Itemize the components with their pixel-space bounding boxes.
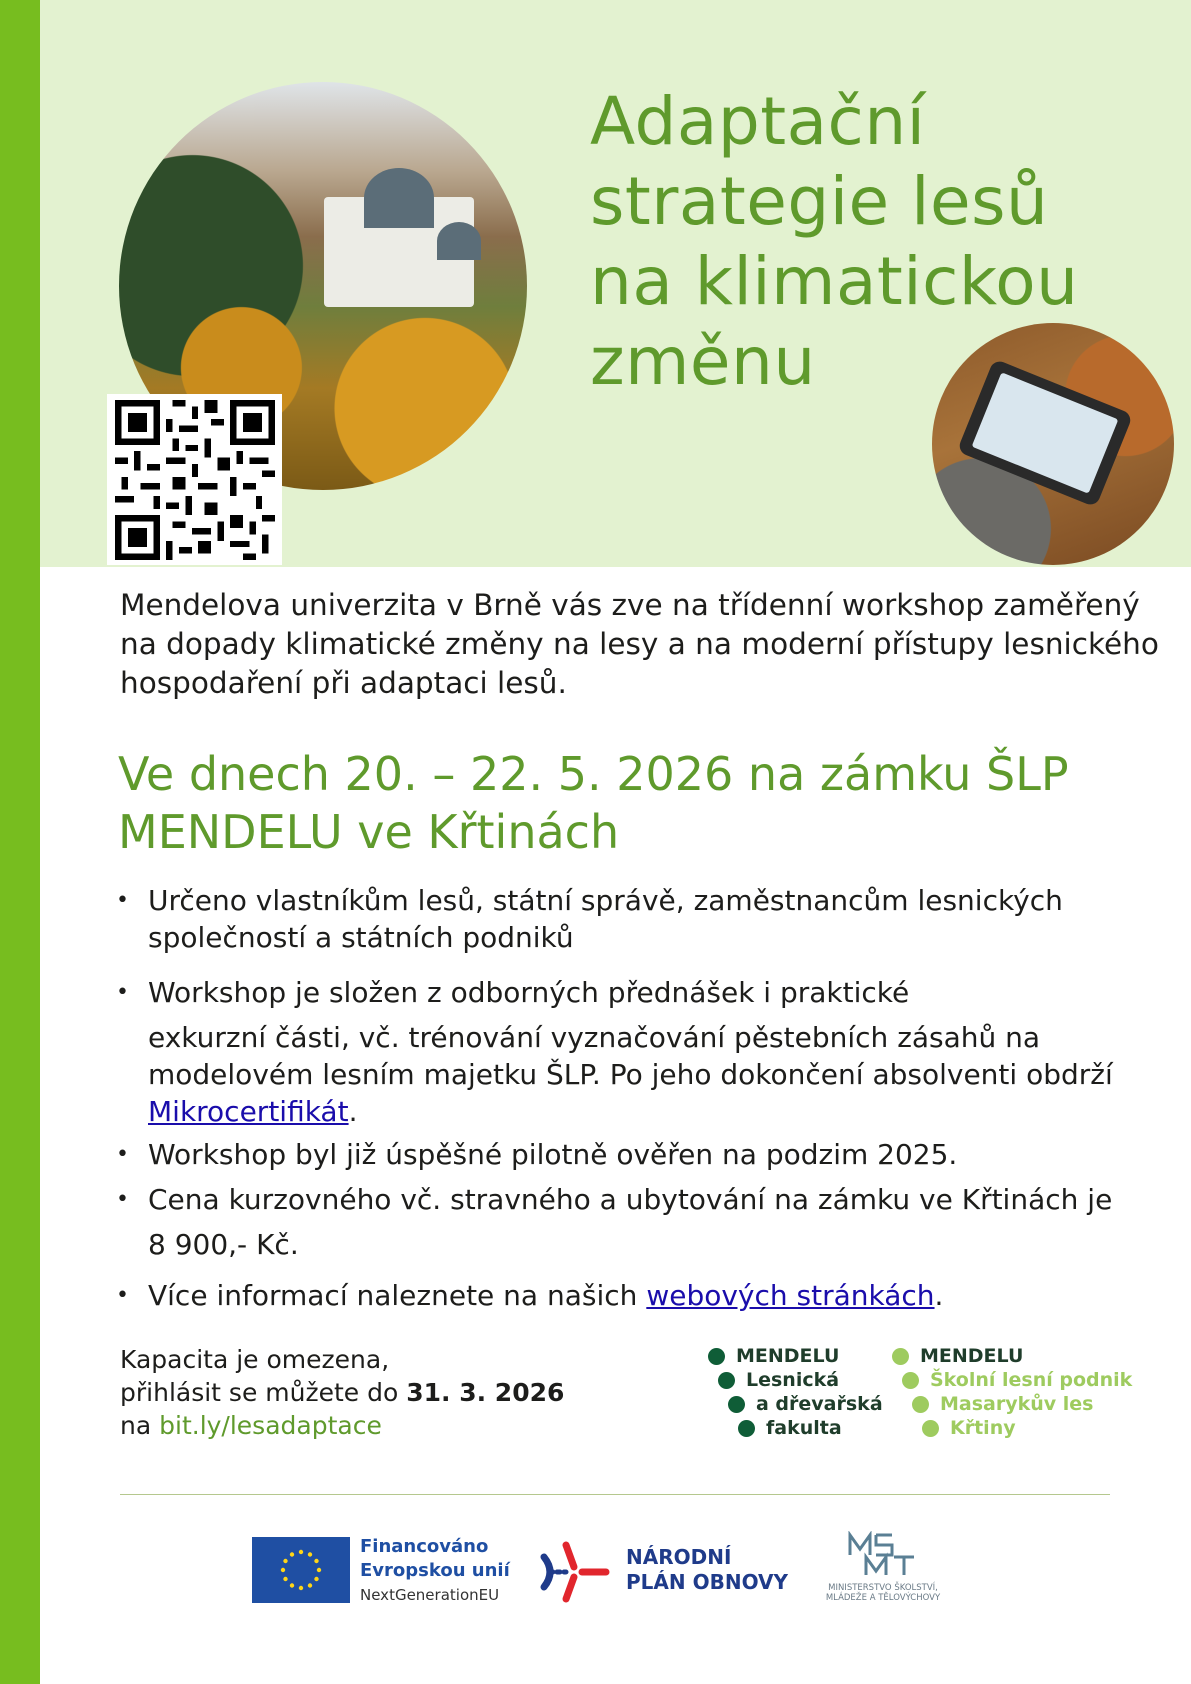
registration-info: Kapacita je omezena, přihlásit se můžete do 31. 3. 2026 na bit.ly/lesadaptace (120, 1343, 680, 1442)
intro-paragraph: Mendelova univerzita v Brně vás zve na třídenní workshop zaměřený na dopady klimatické změny na lesy a na moderní přístupy lesnického hospodaření při adaptaci lesů. (120, 588, 1159, 700)
footer-divider (120, 1494, 1110, 1495)
registration-deadline: 31. 3. 2026 (406, 1378, 565, 1407)
bullet-text-pilot: Workshop byl již úspěšné pilotně ověřen na podzim 2025. (148, 1138, 958, 1171)
registration-link[interactable]: bit.ly/lesadaptace (159, 1411, 382, 1440)
list-item: • Workshop je složen z odborných přednášek i praktické exkurzní části, vč. trénování vyznačování pěstebních zásahů na modelovém lesním majetku ŠLP. Po jeho dokončení absolventi obdrží Mikrocertifikát. (116, 974, 1176, 1130)
event-dates-heading: Ve dnech 20. – 22. 5. 2026 na zámku ŠLP MENDELU ve Křtinách (118, 747, 1069, 859)
church-dome (364, 168, 434, 228)
eu-flag-icon (252, 1537, 350, 1603)
msmt-text: MINISTERSTVO ŠKOLSTVÍ, MLÁDEŽE A TĚLOVÝCHOVY (825, 1583, 941, 1603)
faculty-logo: MENDELU Lesnická a dřevařská fakulta (708, 1344, 883, 1440)
msmt-logo-icon (846, 1531, 920, 1577)
capacity-note: Kapacita je omezena, (120, 1345, 390, 1374)
church-dome-small (437, 222, 481, 260)
bullet-text-audience: Určeno vlastníkům lesů, státní správě, zaměstnancům lesnických společností a státních podniků (148, 884, 1063, 954)
bullet-text-more-info: Více informací naleznete na našich (148, 1279, 647, 1312)
list-item (116, 1136, 1176, 1173)
bullet-text-structure: Workshop je složen z odborných přednášek i praktické (148, 976, 910, 1009)
npo-text: NÁRODNÍ PLÁN OBNOVY (626, 1545, 788, 1594)
slp-logo: MENDELU Školní lesní podnik Masarykův les Křtiny (892, 1344, 1132, 1440)
left-accent-bar (0, 0, 40, 1684)
bullet-text-price: Cena kurzovného vč. stravného a ubytování na zámku ve Křtinách je (148, 1183, 1113, 1216)
microcertificate-link[interactable]: Mikrocertifikát (148, 1095, 349, 1128)
website-link[interactable]: webových stránkách (646, 1279, 935, 1312)
npo-logo-icon (536, 1537, 614, 1607)
bullet-text-structure-cont: exkurzní části, vč. trénování vyznačování pěstebních zásahů na modelovém lesním majetku ŠLP. Po jeho dokončení absolventi obdrží (148, 1021, 1113, 1091)
list-item: • Více informací naleznete na našich webových stránkách. (116, 1277, 1176, 1314)
page-title: Adaptační strategie lesů na klimatickou změnu (590, 83, 1079, 400)
info-bullet-list (116, 882, 1176, 1314)
bullet-text-price-value: 8 900,- Kč. (148, 1228, 299, 1261)
eu-funding-text: Financováno Evropskou unií NextGenerationEU (360, 1536, 510, 1604)
list-item (116, 1181, 1176, 1263)
qr-code-icon[interactable] (107, 394, 282, 565)
list-item (116, 882, 1176, 956)
